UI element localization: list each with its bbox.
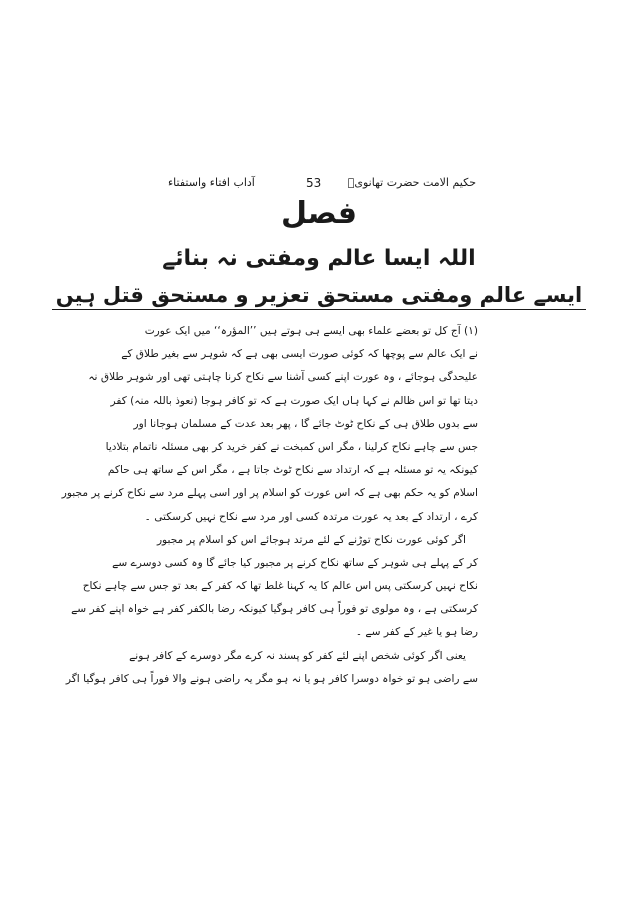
text-line: رضا ہو یا غیر کے کفر سے ۔ (355, 626, 478, 639)
text-line: یعنی اگر کوئی شخص اپنے لئے کفر کو پسند نہ کرے مگر دوسرے کے کافر ہونے (129, 649, 466, 662)
text-line: سے بدوں طلاق ہی کے نکاح ٹوٹ جائے گا ، پھر بعد عدت کے مسلمان ہوجانا اور (133, 417, 478, 430)
text-line: (۱) آج کل تو بعضے علماء بھی ایسے ہی ہوتے ہیں ’’المؤرہ‘‘ میں ایک عورت (144, 325, 478, 337)
text-line: دیتا تھا تو اس ظالم نے کہا ہاں ایک صورت ہے کہ تو کافر ہوجا (نعوذ باللہ منہ) کفر (110, 394, 478, 407)
page-header (168, 176, 476, 198)
text-line: جس سے چاہے نکاح کرلینا ، مگر اس کمبخت نے کفر خرید کر بھی مسئلہ ناتمام بتلادیا (105, 440, 478, 453)
text-line: کر کے پہلے ہی شوہر کے ساتھ نکاح کرنے پر مجبور کیا جائے گا وہ کسی دوسرے سے (112, 556, 478, 569)
text-line: کرسکتی ہے ، وہ مولوی تو فوراً ہی کافر ہوگیا کیونکہ رضا بالکفر کفر ہے خواہ اپنے کفر سے (71, 603, 478, 616)
section-title: فصل (281, 196, 357, 231)
text-line: علیحدگی ہوجائے ، وہ عورت اپنے کسی آشنا سے نکاح کرنا چاہتی تھی اور شوہر طلاق نہ (88, 371, 478, 384)
text-line: اگر کوئی عورت نکاح توڑنے کے لئے مرتد ہوجائے اس کو اسلام پر مجبور (156, 533, 466, 546)
text-line: نکاح نہیں کرسکتی پس اس عالم کا یہ کہنا غلط تھا کہ کفر کے بعد تو جس سے چاہے نکاح (82, 580, 478, 593)
text-line: کرے ، ارتداد کے بعد یہ عورت مرتدہ کسی اور مرد سے نکاح نہیں کرسکتی ۔ (144, 510, 478, 523)
sub-heading-text: ایسے عالم ومفتی مستحق تعزیر و مستحق قتل ہیں (52, 283, 586, 310)
text-line: سے راضی ہو تو خواہ دوسرا کافر ہو یا نہ ہو مگر یہ راضی ہونے والا فوراً ہی کافر ہوگیا اگر (65, 672, 478, 685)
text-line: نے ایک عالم سے پوچھا کہ کوئی صورت ایسی بھی ہے کہ شوہر سے بغیر طلاق کے (121, 348, 478, 361)
body-text (61, 320, 478, 691)
text-line: کیونکہ یہ تو مسئلہ ہے کہ ارتداد سے نکاح ٹوٹ جاتا ہے ، مگر اس کے ساتھ ہی حاکم (107, 464, 478, 477)
sub-heading (0, 283, 638, 307)
header-book-title: آداب افتاء واستفتاء (168, 176, 255, 189)
page-number: 53 (306, 176, 322, 190)
chapter-heading: اللہ ایسا عالم ومفتی نہ بنائے (162, 246, 476, 271)
header-book-author: حکیم الامت حضرت تھانویؒ (347, 176, 476, 189)
text-line: اسلام کو یہ حکم بھی ہے کہ اس عورت کو اسلام پر اور اسی پہلے مرد سے نکاح کرنے پر مجبور (61, 487, 478, 500)
